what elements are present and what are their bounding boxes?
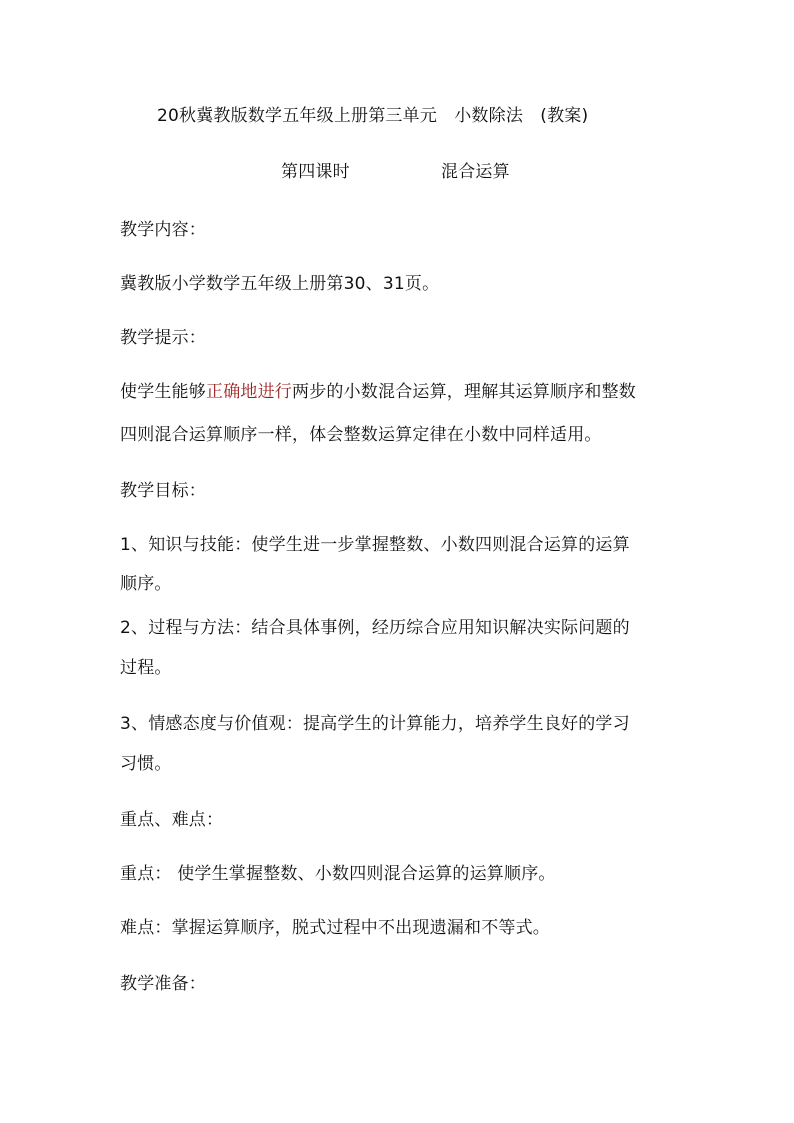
document-title: 20秋冀教版数学五年级上册第三单元 小数除法 (教案) — [157, 106, 589, 126]
content-heading: 教学内容： — [120, 220, 206, 240]
goal-3-line-1: 3、情感态度与价值观：提高学生的计算能力，培养学生良好的学习 — [120, 714, 630, 734]
hint-line-1-after: 两步的小数混合运算，理解其运算顺序和整数 — [292, 382, 636, 402]
hint-line-1 — [120, 381, 636, 403]
lesson-number: 第四课时 — [281, 162, 350, 182]
goal-1-line-2: 顺序。 — [120, 574, 172, 594]
goal-3-line-2: 习惯。 — [120, 754, 172, 774]
difficult-point: 难点：掌握运算顺序，脱式过程中不出现遗漏和不等式。 — [120, 918, 550, 938]
goal-2-line-1: 2、过程与方法：结合具体事例，经历综合应用知识解决实际问题的 — [120, 618, 630, 638]
hint-line-2: 四则混合运算顺序一样，体会整数运算定律在小数中同样适用。 — [120, 425, 602, 445]
hint-highlight: 正确地进行 — [206, 382, 292, 402]
key-point: 重点： 使学生掌握整数、小数四则混合运算的运算顺序。 — [120, 864, 556, 884]
content-text: 冀教版小学数学五年级上册第30、31页。 — [120, 274, 440, 294]
goal-1-line-1: 1、知识与技能：使学生进一步掌握整数、小数四则混合运算的运算 — [120, 535, 630, 555]
key-heading: 重点、难点： — [120, 810, 224, 830]
hint-heading: 教学提示： — [120, 328, 206, 348]
lesson-topic: 混合运算 — [441, 162, 510, 182]
goals-heading: 教学目标： — [120, 481, 206, 501]
goal-2-line-2: 过程。 — [120, 658, 172, 678]
hint-line-1-before: 使学生能够 — [120, 382, 206, 402]
prep-heading: 教学准备： — [120, 974, 206, 994]
